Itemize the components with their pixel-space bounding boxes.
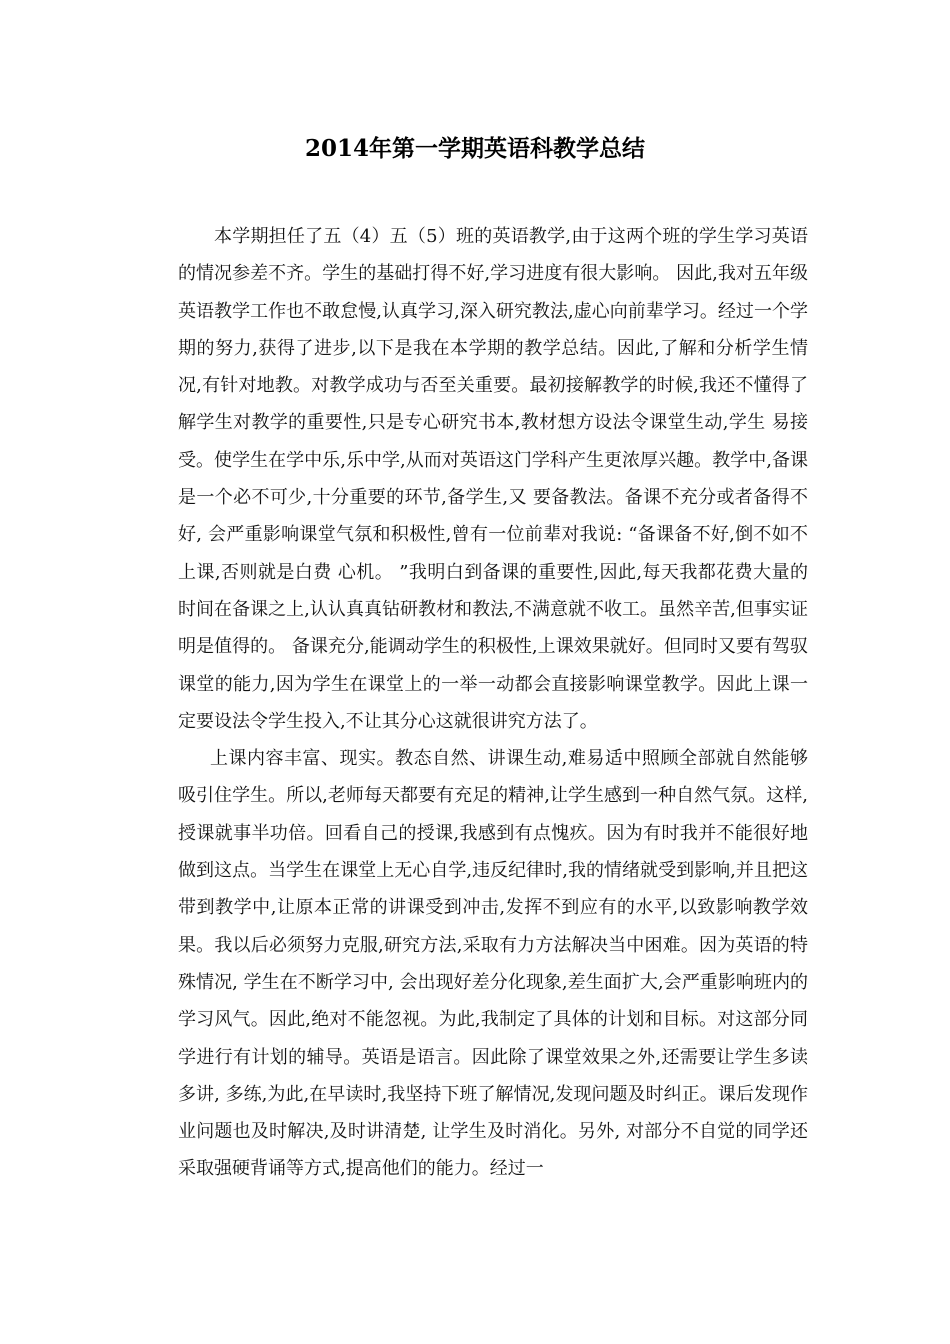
paragraph: 上课内容丰富、现实。教态自然、讲课生动,难易适中照顾全部就自然能够吸引住学生。所以,老师每天都要有充足的精神,让学生感到一种自然气氛。这样,授课就事半功倍。回看自己的授课,我感到有点愧疚。因为有时我并不能很好地做到这点。当学生在课堂上无心自学,违反纪律时,我的情绪就受到影响,并且把这带到教学中,让原本正常的讲课受到冲击,发挥不到应有的水平,以致影响教学效果。我以后必须努力克服,研究方法,采取有力方法解决当中困难。因为英语的特殊情况, 学生在不断学习中, 会出现好差分化现象,差生面扩大,会严重影响班内的学习风气。因此,绝对不能忽视。为此,我制定了具体的计划和目标。对这部分同学进行有计划的辅导。英语是语言。因此除了课堂效果之外,还需要让学生多读多讲, 多练,为此,在早读时,我坚持下班了解情况,发现问题及时纠正。课后发现作业问题也及时解决,及时讲清楚, 让学生及时消化。另外, 对部分不自觉的同学还采取强硬背诵等方式,提高他们的能力。经过一	[178, 748, 808, 1180]
document-body	[178, 218, 808, 1188]
paragraph: 本学期担任了五（4）五（5）班的英语教学,由于这两个班的学生学习英语的情况参差不齐。学生的基础打得不好,学习进度有很大影响。 因此,我对五年级英语教学工作也不敢怠慢,认真学习,深入研究教法,虚心向前辈学习。经过一个学期的努力,获得了进步,以下是我在本学期的教学总结。因此,了解和分析学生情况,有针对地教。对教学成功与否至关重要。最初接解教学的时候,我还不懂得了解学生对教学的重要性,只是专心研究书本,教材想方设法令课堂生动,学生 易接受。使学生在学中乐,乐中学,从而对英语这门学科产生更浓厚兴趣。教学中,备课是一个必不可少,十分重要的环节,备学生,又 要备教法。备课不充分或者备得不好, 会严重影响课堂气氛和积极性,曾有一位前辈对我说: “备课备不好,倒不如不上课,否则就是白费 心机。 ”我明白到备课的重要性,因此,每天我都花费大量的时间在备课之上,认认真真钻研教材和教法,不满意就不收工。虽然辛苦,但事实证明是值得的。 备课充分,能调动学生的积极性,上课效果就好。但同时又要有驾驭课堂的能力,因为学生在课堂上的一举一动都会直接影响课堂教学。因此上课一定要设法令学生投入,不让其分心这就很讲究方法了。	[178, 226, 808, 732]
document-title: 2014年第一学期英语科教学总结	[304, 135, 645, 162]
